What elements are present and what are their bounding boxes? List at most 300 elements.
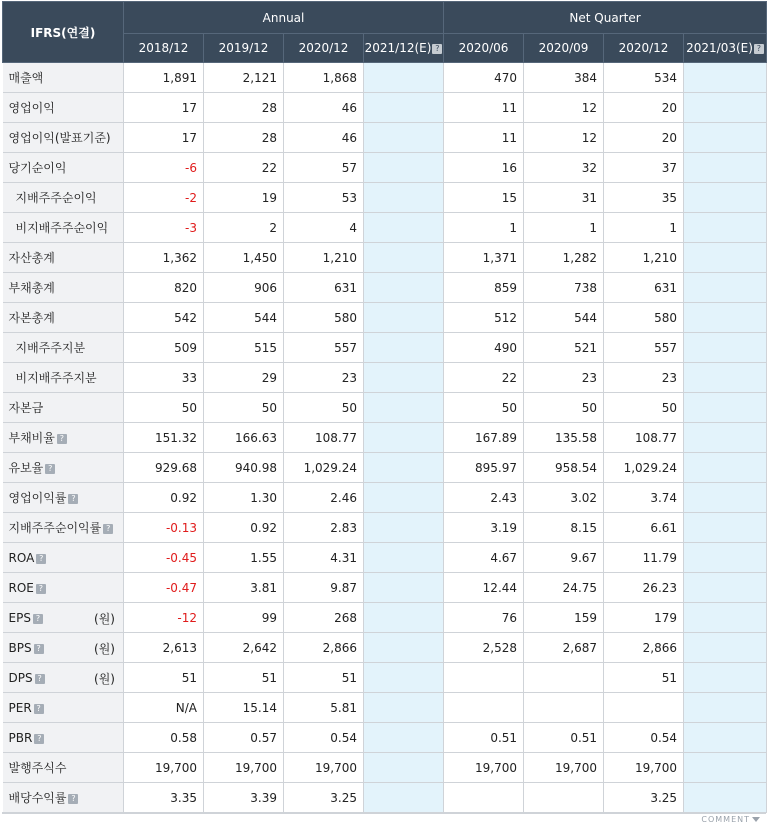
help-icon[interactable]: ?	[35, 674, 45, 684]
value-cell: 2,866	[604, 633, 684, 663]
row-label	[3, 93, 124, 123]
value-cell: 51	[284, 663, 364, 693]
value-cell: -0.47	[124, 573, 204, 603]
table-row	[3, 213, 767, 243]
value-cell: 521	[524, 333, 604, 363]
table-row	[3, 363, 767, 393]
estimate-cell	[684, 333, 767, 363]
value-cell: 3.19	[444, 513, 524, 543]
value-cell: 2	[204, 213, 284, 243]
value-cell: 57	[284, 153, 364, 183]
row-label-text: 영업이익(발표기준)	[8, 131, 111, 145]
value-cell: 12	[524, 93, 604, 123]
row-label	[3, 303, 124, 333]
estimate-cell	[364, 783, 444, 813]
comment-label: COMMENT	[701, 815, 750, 824]
value-cell: 0.54	[604, 723, 684, 753]
value-cell: 50	[284, 393, 364, 423]
value-cell: 37	[604, 153, 684, 183]
value-cell: 24.75	[524, 573, 604, 603]
value-cell: 1,029.24	[604, 453, 684, 483]
value-cell: 166.63	[204, 423, 284, 453]
row-label	[3, 633, 124, 663]
help-icon[interactable]: ?	[68, 794, 78, 804]
value-cell: 820	[124, 273, 204, 303]
row-label-text: 자본총계	[8, 311, 55, 325]
help-icon[interactable]: ?	[103, 524, 113, 534]
estimate-cell	[684, 393, 767, 423]
estimate-cell	[684, 543, 767, 573]
estimate-cell	[684, 243, 767, 273]
estimate-cell	[684, 723, 767, 753]
table-row	[3, 303, 767, 333]
table-row	[3, 93, 767, 123]
row-label	[3, 753, 124, 783]
table-row	[3, 273, 767, 303]
estimate-cell	[364, 213, 444, 243]
estimate-cell	[684, 783, 767, 813]
value-cell: 470	[444, 63, 524, 93]
estimate-cell	[364, 93, 444, 123]
row-label-text: PBR	[8, 730, 33, 745]
estimate-cell	[684, 573, 767, 603]
value-cell: 1	[524, 213, 604, 243]
value-cell: 108.77	[284, 423, 364, 453]
estimate-cell	[364, 513, 444, 543]
value-cell: 19,700	[204, 753, 284, 783]
value-cell: -0.13	[124, 513, 204, 543]
period-header	[444, 34, 524, 63]
value-cell	[604, 693, 684, 723]
row-label	[3, 63, 124, 93]
estimate-cell	[684, 633, 767, 663]
help-icon[interactable]: ?	[34, 734, 44, 744]
row-label-text: 영업이익률	[8, 491, 67, 505]
value-cell: 159	[524, 603, 604, 633]
value-cell: 51	[604, 663, 684, 693]
row-label-text: 부채총계	[8, 281, 55, 295]
value-cell: 51	[124, 663, 204, 693]
value-cell: 1,891	[124, 63, 204, 93]
value-cell: 3.35	[124, 783, 204, 813]
chevron-down-icon	[752, 817, 760, 822]
period-header	[684, 34, 767, 63]
value-cell: 29	[204, 363, 284, 393]
row-label-text: PER	[8, 700, 32, 715]
value-cell: 15.14	[204, 693, 284, 723]
estimate-cell	[684, 513, 767, 543]
value-cell: 19,700	[524, 753, 604, 783]
table-row	[3, 693, 767, 723]
row-label-text: 지배주주지분	[15, 341, 86, 355]
estimate-cell	[684, 753, 767, 783]
comment-toggle[interactable]	[701, 815, 760, 824]
value-cell: 940.98	[204, 453, 284, 483]
value-cell: 1,282	[524, 243, 604, 273]
value-cell	[524, 783, 604, 813]
value-cell: 26.23	[604, 573, 684, 603]
row-label-text: 유보율	[8, 461, 44, 475]
value-cell: 1.30	[204, 483, 284, 513]
row-label-text: 비지배주주지분	[15, 371, 97, 385]
value-cell: 20	[604, 123, 684, 153]
estimate-cell	[684, 273, 767, 303]
period-label: 2020/12	[618, 41, 669, 55]
value-cell: 4	[284, 213, 364, 243]
value-cell: 2,687	[524, 633, 604, 663]
row-label-text: 당기순이익	[8, 161, 67, 175]
row-label	[3, 423, 124, 453]
value-cell: 3.25	[284, 783, 364, 813]
help-icon[interactable]: ?	[34, 704, 44, 714]
value-cell: 28	[204, 93, 284, 123]
table-row	[3, 63, 767, 93]
row-label-text: DPS	[8, 670, 33, 685]
value-cell: 2,613	[124, 633, 204, 663]
help-icon[interactable]: ?	[68, 494, 78, 504]
value-cell: 12.44	[444, 573, 524, 603]
table-row	[3, 663, 767, 693]
estimate-cell	[684, 213, 767, 243]
estimate-cell	[684, 453, 767, 483]
value-cell	[444, 663, 524, 693]
period-label: 2019/12	[218, 41, 269, 55]
estimate-cell	[684, 93, 767, 123]
value-cell: 0.92	[204, 513, 284, 543]
value-cell: 384	[524, 63, 604, 93]
value-cell: -0.45	[124, 543, 204, 573]
value-cell: 0.51	[444, 723, 524, 753]
value-cell: 3.25	[604, 783, 684, 813]
value-cell: 2.83	[284, 513, 364, 543]
value-cell: 22	[444, 363, 524, 393]
value-cell: 50	[444, 393, 524, 423]
value-cell: 544	[524, 303, 604, 333]
value-cell: 557	[604, 333, 684, 363]
estimate-cell	[364, 183, 444, 213]
annual-header: Annual	[124, 2, 444, 34]
value-cell: 11	[444, 93, 524, 123]
value-cell: 2,528	[444, 633, 524, 663]
value-cell	[444, 783, 524, 813]
value-cell: 33	[124, 363, 204, 393]
ifrs-corner-header: IFRS(연결)	[3, 2, 124, 63]
value-cell: 3.39	[204, 783, 284, 813]
value-cell: 50	[124, 393, 204, 423]
value-cell: 1,868	[284, 63, 364, 93]
value-cell: 17	[124, 123, 204, 153]
unit-label: (원)	[94, 672, 115, 686]
period-label: 2020/06	[458, 41, 509, 55]
value-cell: 509	[124, 333, 204, 363]
value-cell: 1	[444, 213, 524, 243]
value-cell: 490	[444, 333, 524, 363]
value-cell: -6	[124, 153, 204, 183]
value-cell: 31	[524, 183, 604, 213]
value-cell: 53	[284, 183, 364, 213]
value-cell: 76	[444, 603, 524, 633]
value-cell: 2,866	[284, 633, 364, 663]
value-cell: 2.43	[444, 483, 524, 513]
value-cell: 9.87	[284, 573, 364, 603]
period-header	[604, 34, 684, 63]
table-row	[3, 513, 767, 543]
row-label	[3, 723, 124, 753]
value-cell: 19,700	[444, 753, 524, 783]
estimate-cell	[364, 153, 444, 183]
estimate-cell	[684, 693, 767, 723]
value-cell: 6.61	[604, 513, 684, 543]
row-label	[3, 333, 124, 363]
help-icon[interactable]: ?	[45, 464, 55, 474]
value-cell: 19	[204, 183, 284, 213]
value-cell: 0.58	[124, 723, 204, 753]
value-cell: 2,642	[204, 633, 284, 663]
unit-label: (원)	[94, 612, 115, 626]
row-label-text: 매출액	[8, 71, 44, 85]
estimate-cell	[364, 333, 444, 363]
estimate-cell	[364, 303, 444, 333]
period-label: 2020/12	[298, 41, 349, 55]
value-cell: 50	[524, 393, 604, 423]
estimate-cell	[684, 423, 767, 453]
value-cell	[524, 663, 604, 693]
value-cell: 151.32	[124, 423, 204, 453]
value-cell: 50	[204, 393, 284, 423]
estimate-cell	[684, 183, 767, 213]
period-label: 2020/09	[538, 41, 589, 55]
table-row	[3, 543, 767, 573]
value-cell: 929.68	[124, 453, 204, 483]
value-cell: 580	[284, 303, 364, 333]
value-cell: 23	[604, 363, 684, 393]
value-cell: 580	[604, 303, 684, 333]
estimate-cell	[684, 63, 767, 93]
value-cell: 2.46	[284, 483, 364, 513]
value-cell: 1,210	[284, 243, 364, 273]
row-label	[3, 213, 124, 243]
table-row	[3, 393, 767, 423]
value-cell: 23	[524, 363, 604, 393]
value-cell: 19,700	[124, 753, 204, 783]
value-cell: 1,450	[204, 243, 284, 273]
estimate-cell	[364, 603, 444, 633]
help-icon[interactable]: ?	[34, 644, 44, 654]
row-label-text: ROE	[8, 580, 34, 595]
estimate-cell	[684, 363, 767, 393]
value-cell: 167.89	[444, 423, 524, 453]
row-label-text: 영업이익	[8, 101, 55, 115]
value-cell: 1	[604, 213, 684, 243]
row-label-text: 지배주주순이익	[15, 191, 97, 205]
row-label-text: 자본금	[8, 401, 44, 415]
row-label	[3, 603, 124, 633]
value-cell: 2,121	[204, 63, 284, 93]
value-cell: 3.74	[604, 483, 684, 513]
value-cell: 0.54	[284, 723, 364, 753]
help-icon[interactable]: ?	[432, 44, 442, 54]
row-label	[3, 573, 124, 603]
value-cell: 4.67	[444, 543, 524, 573]
table-row	[3, 453, 767, 483]
value-cell: 515	[204, 333, 284, 363]
value-cell: 738	[524, 273, 604, 303]
value-cell: 28	[204, 123, 284, 153]
estimate-cell	[684, 663, 767, 693]
table-row	[3, 183, 767, 213]
value-cell: 8.15	[524, 513, 604, 543]
value-cell: 46	[284, 123, 364, 153]
period-header	[124, 34, 204, 63]
value-cell: 179	[604, 603, 684, 633]
value-cell: 906	[204, 273, 284, 303]
row-label	[3, 693, 124, 723]
table-row	[3, 783, 767, 813]
help-icon[interactable]: ?	[36, 584, 46, 594]
row-label	[3, 783, 124, 813]
value-cell: -12	[124, 603, 204, 633]
value-cell: 35	[604, 183, 684, 213]
row-label	[3, 543, 124, 573]
row-label-text: 비지배주주순이익	[15, 221, 109, 235]
value-cell: 859	[444, 273, 524, 303]
estimate-cell	[364, 753, 444, 783]
estimate-cell	[364, 423, 444, 453]
unit-label: (원)	[94, 642, 115, 656]
row-label-text: BPS	[8, 640, 32, 655]
value-cell: 16	[444, 153, 524, 183]
value-cell: 50	[604, 393, 684, 423]
help-icon[interactable]: ?	[754, 44, 764, 54]
value-cell: 23	[284, 363, 364, 393]
value-cell: 3.81	[204, 573, 284, 603]
row-label-text: 자산총계	[8, 251, 55, 265]
table-row	[3, 723, 767, 753]
row-label-text: EPS	[8, 610, 31, 625]
help-icon[interactable]: ?	[36, 554, 46, 564]
value-cell: 958.54	[524, 453, 604, 483]
estimate-cell	[364, 573, 444, 603]
value-cell: 895.97	[444, 453, 524, 483]
row-label	[3, 453, 124, 483]
value-cell: 135.58	[524, 423, 604, 453]
value-cell: 108.77	[604, 423, 684, 453]
table-row	[3, 123, 767, 153]
row-label-text: 부채비율	[8, 431, 55, 445]
value-cell: 0.92	[124, 483, 204, 513]
value-cell: 544	[204, 303, 284, 333]
value-cell: 32	[524, 153, 604, 183]
row-label	[3, 183, 124, 213]
estimate-cell	[364, 723, 444, 753]
row-label-text: 배당수익률	[8, 791, 67, 805]
estimate-cell	[684, 303, 767, 333]
period-label: 2021/03(E)	[686, 41, 753, 55]
value-cell: 268	[284, 603, 364, 633]
estimate-cell	[364, 453, 444, 483]
value-cell: 0.57	[204, 723, 284, 753]
value-cell: 51	[204, 663, 284, 693]
estimate-cell	[364, 243, 444, 273]
value-cell: 631	[284, 273, 364, 303]
table-row	[3, 153, 767, 183]
value-cell: 20	[604, 93, 684, 123]
estimate-cell	[364, 663, 444, 693]
estimate-cell	[684, 483, 767, 513]
value-cell: 557	[284, 333, 364, 363]
estimate-cell	[364, 63, 444, 93]
value-cell: -3	[124, 213, 204, 243]
row-label	[3, 483, 124, 513]
period-header	[284, 34, 364, 63]
row-label-text: ROA	[8, 550, 35, 565]
value-cell: 512	[444, 303, 524, 333]
value-cell: 19,700	[604, 753, 684, 783]
value-cell: 631	[604, 273, 684, 303]
period-label: 2018/12	[138, 41, 189, 55]
estimate-cell	[684, 123, 767, 153]
estimate-cell	[684, 603, 767, 633]
estimate-cell	[364, 693, 444, 723]
value-cell: 4.31	[284, 543, 364, 573]
row-label-text: 지배주주순이익률	[8, 521, 102, 535]
value-cell: 534	[604, 63, 684, 93]
value-cell: 19,700	[284, 753, 364, 783]
table-row	[3, 603, 767, 633]
value-cell: 542	[124, 303, 204, 333]
value-cell: 12	[524, 123, 604, 153]
value-cell: N/A	[124, 693, 204, 723]
table-row	[3, 483, 767, 513]
row-label	[3, 393, 124, 423]
value-cell: 46	[284, 93, 364, 123]
period-header	[524, 34, 604, 63]
net-quarter-header: Net Quarter	[444, 2, 767, 34]
value-cell: -2	[124, 183, 204, 213]
value-cell: 3.02	[524, 483, 604, 513]
value-cell: 1,210	[604, 243, 684, 273]
estimate-cell	[364, 393, 444, 423]
estimate-cell	[364, 483, 444, 513]
value-cell	[524, 693, 604, 723]
period-label: 2021/12(E)	[364, 41, 432, 55]
financial-table	[2, 1, 767, 813]
value-cell: 11	[444, 123, 524, 153]
table-row	[3, 753, 767, 783]
period-header	[204, 34, 284, 63]
row-label	[3, 123, 124, 153]
row-label	[3, 363, 124, 393]
row-label	[3, 513, 124, 543]
value-cell: 11.79	[604, 543, 684, 573]
table-row	[3, 633, 767, 663]
value-cell: 17	[124, 93, 204, 123]
value-cell: 1.55	[204, 543, 284, 573]
value-cell: 22	[204, 153, 284, 183]
value-cell: 1,371	[444, 243, 524, 273]
estimate-cell	[364, 543, 444, 573]
estimate-cell	[684, 153, 767, 183]
value-cell: 1,362	[124, 243, 204, 273]
value-cell: 0.51	[524, 723, 604, 753]
row-label	[3, 273, 124, 303]
period-header	[364, 34, 444, 63]
help-icon[interactable]: ?	[33, 614, 43, 624]
value-cell: 15	[444, 183, 524, 213]
help-icon[interactable]: ?	[57, 434, 67, 444]
value-cell	[444, 693, 524, 723]
estimate-cell	[364, 633, 444, 663]
